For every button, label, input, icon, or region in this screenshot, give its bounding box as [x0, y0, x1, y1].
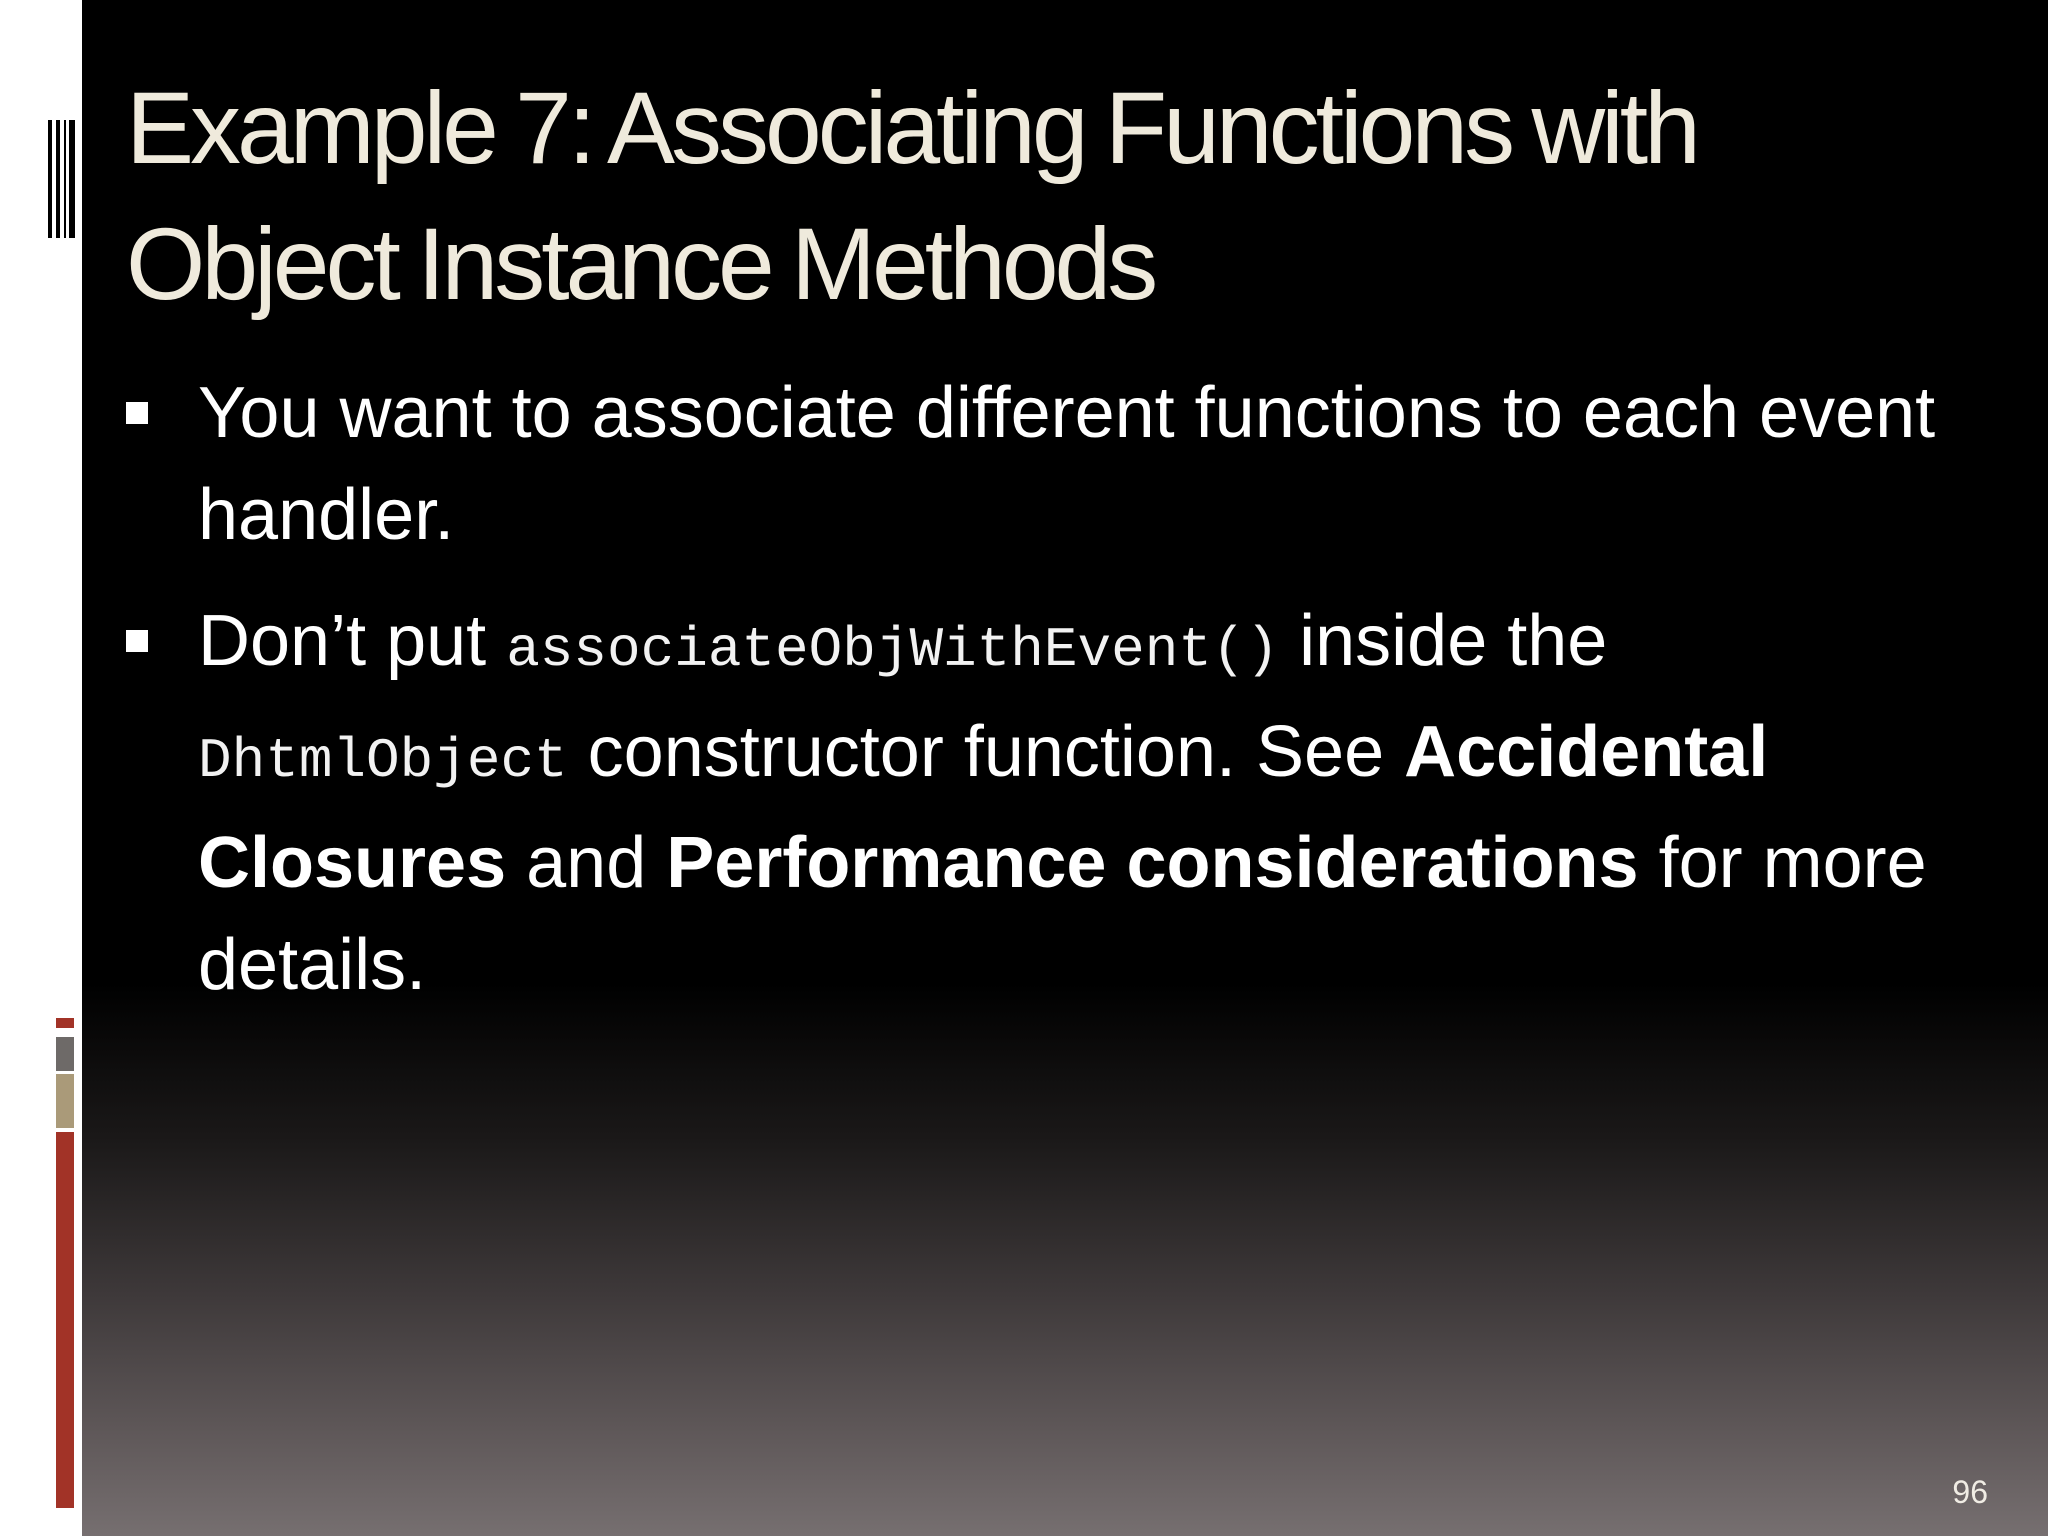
slide-page-number: 96 — [1952, 1474, 1988, 1510]
code-associate-obj-with-event: associateObjWithEvent() — [506, 618, 1280, 682]
accent-bar-tan — [56, 1074, 74, 1128]
left-margin-strip — [0, 0, 82, 1536]
accidental-closures-reference: Accidental Closures — [198, 712, 1769, 903]
bullet-2-text-5: for more details. — [198, 823, 1927, 1005]
performance-considerations-reference: Performance considerations — [666, 823, 1639, 903]
square-bullet-icon — [126, 402, 148, 424]
bullet-list — [126, 362, 1986, 1040]
bullet-2-text-1: Don’t put — [198, 601, 507, 681]
accent-bar-red-long — [56, 1132, 74, 1508]
slide — [82, 0, 2048, 1536]
bullet-2-text-2: inside the — [1279, 601, 1608, 681]
bullet-2-text-4: and — [506, 823, 667, 903]
code-dhtml-object: DhtmlObject — [198, 729, 568, 793]
bullet-2-text-3: constructor function. See — [567, 712, 1405, 792]
slide-title: Example 7: Associating Functions with Object Instance Methods — [126, 71, 1697, 321]
decorative-vertical-lines — [48, 120, 80, 238]
accent-bar-red-top — [56, 1018, 74, 1028]
bullet-1-text: You want to associate different functions to each event handler. — [198, 373, 1936, 555]
square-bullet-icon — [126, 630, 148, 652]
accent-bar-gray — [56, 1037, 74, 1071]
bullet-item-2 — [126, 590, 1986, 1016]
bullet-item-1 — [126, 362, 1986, 566]
